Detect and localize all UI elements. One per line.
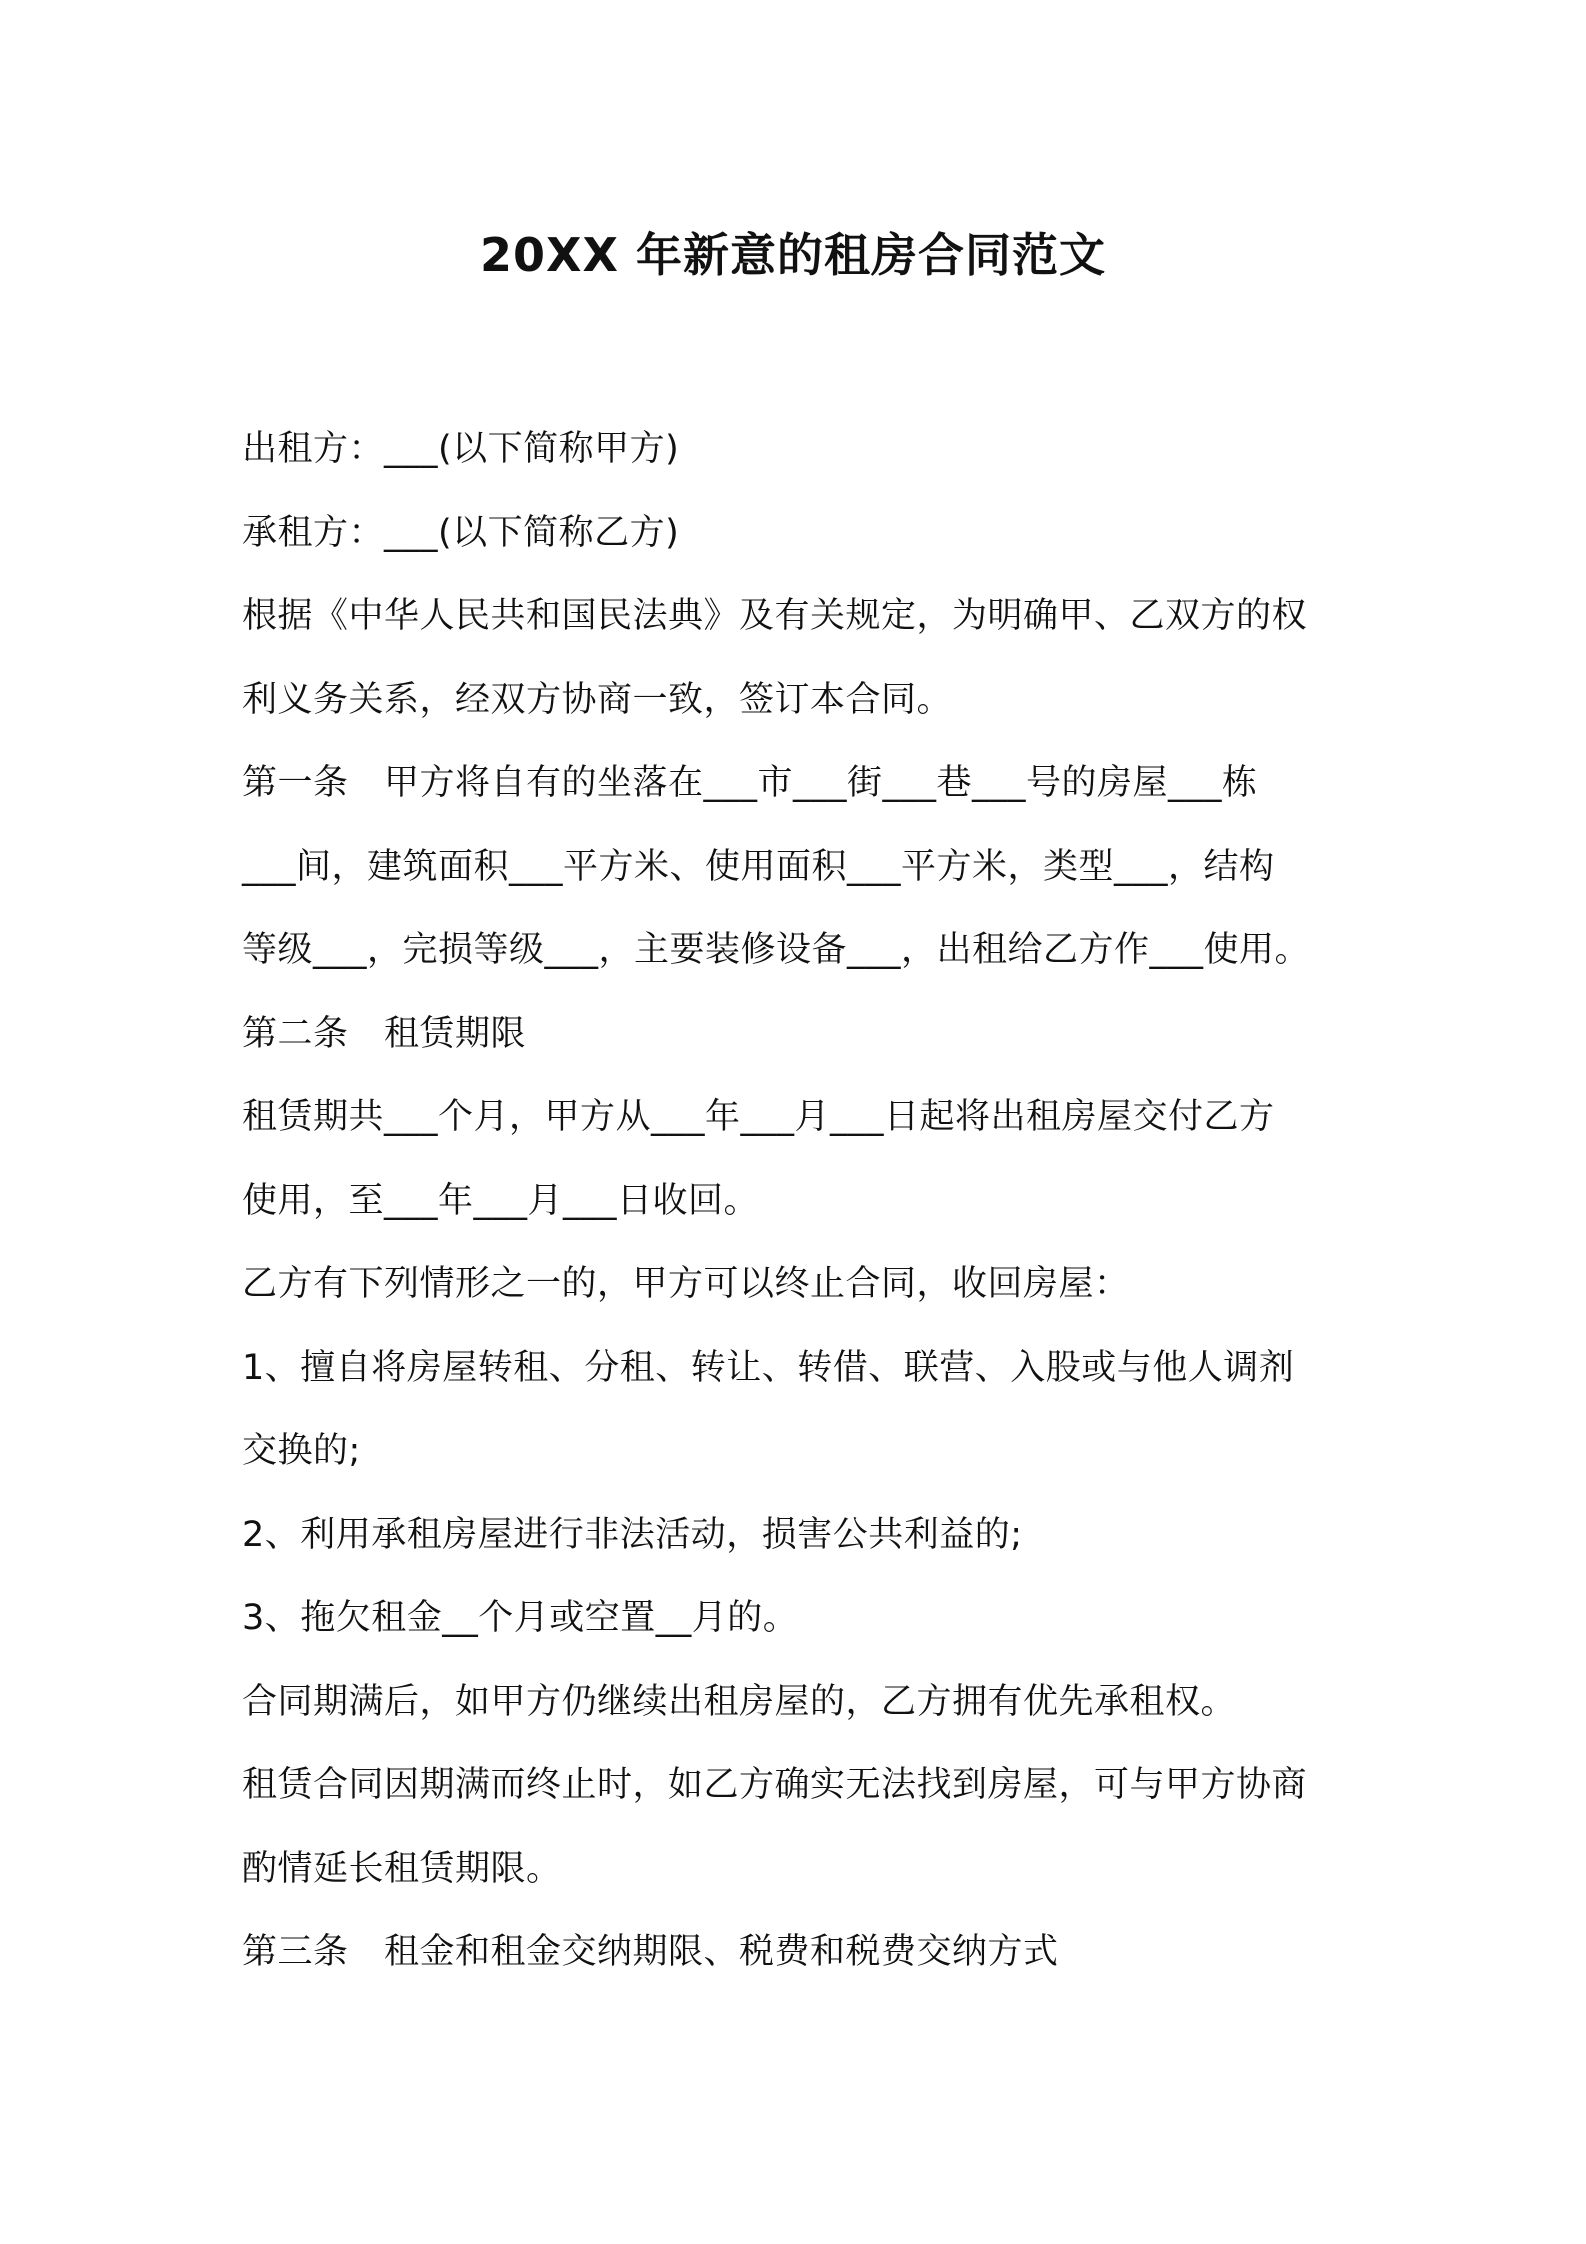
document-title: 20XX 年新意的租房合同范文 bbox=[480, 228, 1106, 282]
text-line-article-3-heading: 第三条 租金和租金交纳期限、税费和税费交纳方式 bbox=[242, 1932, 1059, 1972]
text-line-lessor: 出租方：___(以下简称甲方) bbox=[242, 429, 680, 469]
text-line-condition-1-a: 1、擅自将房屋转租、分租、转让、转借、联营、入股或与他人调剂 bbox=[242, 1347, 1295, 1388]
text-line-extension-b: 酌情延长租赁期限。 bbox=[242, 1848, 562, 1889]
text-line-article-2-heading: 第二条 租赁期限 bbox=[242, 1013, 527, 1054]
text-line-termination-intro: 乙方有下列情形之一的，甲方可以终止合同，收回房屋： bbox=[242, 1264, 1130, 1304]
text-line-condition-2: 2、利用承租房屋进行非法活动，损害公共利益的; bbox=[242, 1514, 1023, 1555]
text-line-condition-1-b: 交换的; bbox=[242, 1431, 361, 1471]
text-line-lease-term-b: 使用，至___年___月___日收回。 bbox=[242, 1180, 760, 1221]
text-line-lease-term-a: 租赁期共___个月，甲方从___年___月___日起将出租房屋交付乙方 bbox=[242, 1097, 1275, 1137]
text-line-preamble-1: 根据《中华人民共和国民法典》及有关规定，为明确甲、乙双方的权 bbox=[242, 596, 1308, 636]
text-line-preamble-2: 利义务关系，经双方协商一致，签订本合同。 bbox=[242, 679, 953, 720]
text-line-lessee: 承租方：___(以下简称乙方) bbox=[242, 512, 680, 553]
text-line-article-1-c: 等级___，完损等级___，主要装修设备___，出租给乙方作___使用。 bbox=[242, 930, 1311, 970]
text-line-condition-3: 3、拖欠租金__个月或空置__月的。 bbox=[242, 1598, 799, 1638]
text-line-extension-a: 租赁合同因期满而终止时，如乙方确实无法找到房屋，可与甲方协商 bbox=[242, 1765, 1308, 1805]
text-line-priority-right: 合同期满后，如甲方仍继续出租房屋的，乙方拥有优先承租权。 bbox=[242, 1681, 1237, 1722]
document-body bbox=[242, 408, 1362, 1995]
text-line-article-1-a: 第一条 甲方将自有的坐落在___市___街___巷___号的房屋___栋 bbox=[242, 763, 1258, 803]
text-line-article-1-b: ___间，建筑面积___平方米、使用面积___平方米，类型___，结构 bbox=[242, 846, 1275, 887]
